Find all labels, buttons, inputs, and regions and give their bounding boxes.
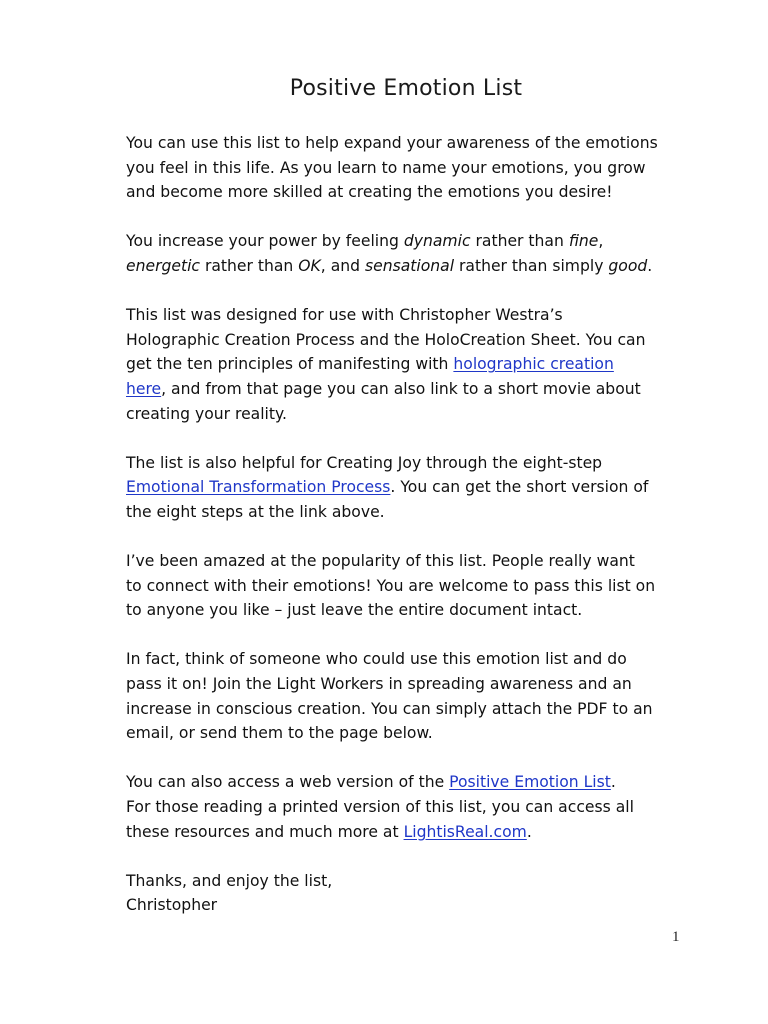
text-segment: , and — [320, 256, 365, 275]
emphasis-word: dynamic — [403, 232, 471, 251]
page-title: Positive Emotion List — [289, 76, 523, 101]
text-segment: You can also access a web version of the — [126, 773, 450, 792]
text-line — [126, 377, 706, 402]
text-line: creating your reality. — [126, 404, 287, 423]
paragraph-holographic — [126, 303, 706, 426]
text-segment: rather than — [470, 232, 569, 251]
text-segment: . You can get the short version of — [390, 478, 649, 497]
holographic-creation-link[interactable]: holographic creation — [453, 355, 614, 374]
text-line — [126, 820, 706, 845]
text-line: This list was designed for use with Christopher Westra’s — [126, 306, 563, 325]
text-segment: , and from that page you can also link to a short movie about — [161, 379, 641, 398]
paragraph-power — [126, 229, 706, 278]
text-segment: . — [647, 256, 653, 275]
paragraph-closing — [126, 869, 706, 918]
text-segment: get the ten principles of manifesting with — [126, 355, 454, 374]
text-line — [126, 229, 706, 254]
page-number: 1 — [672, 929, 680, 945]
text-line: For those reading a printed version of this list, you can access all — [126, 798, 634, 817]
text-line: you feel in this life. As you learn to name your emotions, you grow — [126, 158, 646, 177]
emotional-transformation-link[interactable]: Emotional Transformation Process — [126, 478, 391, 497]
text-line: Holographic Creation Process and the HoloCreation Sheet. You can — [126, 330, 646, 349]
closing-line: Thanks, and enjoy the list, — [126, 871, 333, 890]
text-line: I’ve been amazed at the popularity of this list. People really want — [126, 552, 635, 571]
text-line: to anyone you like – just leave the entire document intact. — [126, 601, 583, 620]
text-line: the eight steps at the link above. — [126, 502, 385, 521]
text-line: increase in conscious creation. You can simply attach the PDF to an — [126, 699, 653, 718]
holographic-creation-link-continued[interactable]: here — [126, 379, 162, 398]
document-body — [126, 131, 706, 943]
paragraph-web-version — [126, 770, 706, 844]
text-line: pass it on! Join the Light Workers in spreading awareness and an — [126, 675, 632, 694]
text-line — [126, 475, 706, 500]
positive-emotion-list-link[interactable]: Positive Emotion List — [449, 773, 611, 792]
emphasis-word: sensational — [365, 256, 455, 275]
text-line — [126, 254, 706, 279]
text-line — [126, 352, 706, 377]
text-line: and become more skilled at creating the emotions you desire! — [126, 183, 613, 202]
paragraph-creating-joy — [126, 451, 706, 525]
emphasis-word: energetic — [126, 256, 200, 275]
text-segment: . — [526, 822, 532, 841]
text-line: You can use this list to help expand your awareness of the emotions — [126, 134, 658, 152]
emphasis-word: fine — [568, 232, 599, 251]
emphasis-word: OK — [298, 256, 321, 275]
emphasis-word: good — [608, 256, 648, 275]
text-segment: rather than simply — [454, 256, 609, 275]
text-segment: , — [598, 232, 604, 251]
signature-name: Christopher — [126, 896, 218, 915]
paragraph-pass-it-on — [126, 647, 706, 745]
paragraph-popularity — [126, 549, 706, 623]
text-segment: these resources and much more at — [126, 822, 404, 841]
text-line — [126, 770, 706, 795]
text-line: The list is also helpful for Creating Joy through the eight-step — [126, 453, 603, 472]
lightisreal-link[interactable]: LightisReal.com — [403, 822, 527, 841]
text-segment: . — [610, 773, 616, 792]
text-line: In fact, think of someone who could use this emotion list and do — [126, 650, 627, 669]
text-segment: rather than — [200, 256, 299, 275]
text-line: to connect with their emotions! You are welcome to pass this list on — [126, 576, 656, 595]
text-line: email, or send them to the page below. — [126, 724, 433, 743]
text-segment: You increase your power by feeling — [126, 232, 404, 251]
paragraph-intro — [126, 131, 706, 205]
